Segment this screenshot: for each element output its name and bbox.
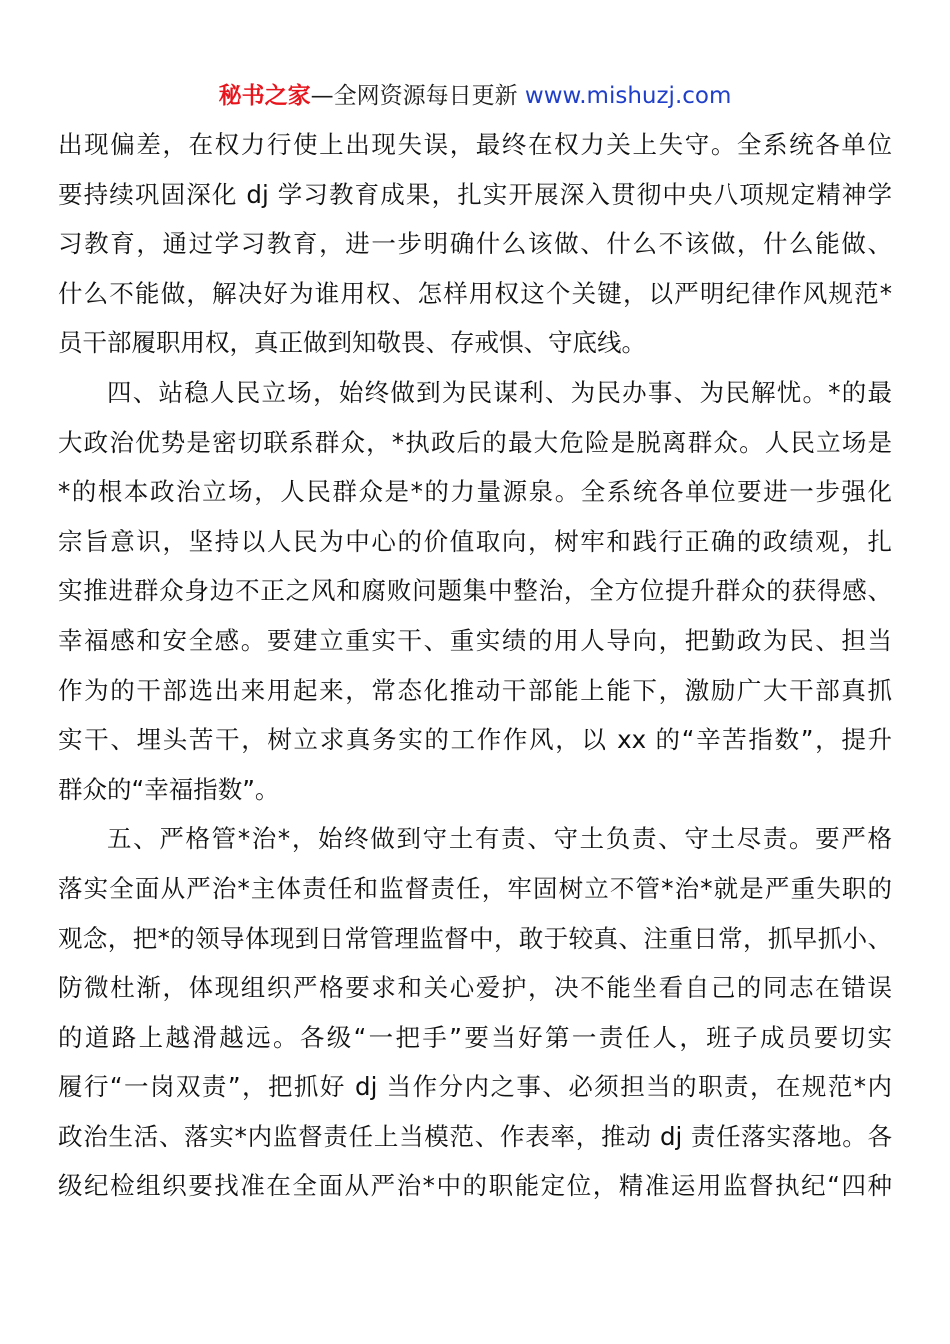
site-tagline: —全网资源每日更新 (310, 83, 518, 109)
text-line: 习教育，通过学习教育，进一步明确什么该做、什么不该做，什么能做、 (58, 229, 892, 259)
text-line: 实推进群众身边不正之风和腐败问题集中整治，全方位提升群众的获得感、 (58, 576, 892, 606)
text-line: 防微杜渐，体现组织严格要求和关心爱护，决不能坐看自己的同志在错误 (58, 973, 892, 1003)
text-line: 落实全面从严治*主体责任和监督责任，牢固树立不管*治*就是严重失职的 (58, 873, 892, 903)
text-line: 政治生活、落实*内监督责任上当模范、作表率，推动 dj 责任落实落地。各 (58, 1121, 892, 1151)
text-line: 出现偏差，在权力行使上出现失误，最终在权力关上失守。全系统各单位 (58, 130, 892, 159)
text-line: 履行“一岗双责”，把抓好 dj 当作分内之事、必须担当的职责，在规范*内 (58, 1072, 892, 1102)
site-brand: 秘书之家 (218, 83, 311, 109)
site-header (0, 80, 950, 112)
paragraph-heading-line: 四、站稳人民立场，始终做到为民谋利、为民办事、为民解忧。*的最 (107, 377, 892, 407)
text-line: 级纪检组织要找准在全面从严治*中的职能定位，精准运用监督执纪“四种 (58, 1171, 892, 1201)
text-line: *的根本政治立场，人民群众是*的力量源泉。全系统各单位要进一步强化 (58, 477, 892, 507)
text-line: 要持续巩固深化 dj 学习教育成果，扎实开展深入贯彻中央八项规定精神学 (58, 179, 892, 209)
text-line: 作为的干部选出来用起来，常态化推动干部能上能下，激励广大干部真抓 (58, 675, 892, 705)
text-line: 的道路上越滑越远。各级“一把手”要当好第一责任人，班子成员要切实 (58, 1022, 892, 1052)
text-line: 员干部履职用权，真正做到知敬畏、存戒惧、守底线。 (58, 328, 646, 358)
text-line: 大政治优势是密切联系群众，*执政后的最大危险是脱离群众。人民立场是 (58, 427, 892, 457)
text-line: 什么不能做，解决好为谁用权、怎样用权这个关键，以严明纪律作风规范* (58, 278, 892, 308)
text-line: 幸福感和安全感。要建立重实干、重实绩的用人导向，把勤政为民、担当 (58, 625, 892, 655)
text-line: 群众的“幸福指数”。 (58, 774, 280, 804)
document-body (58, 120, 892, 1211)
text-line: 实干、埋头苦干，树立求真务实的工作作风，以 xx 的“辛苦指数”，提升 (58, 725, 892, 755)
site-url-link[interactable]: www.mishuzj.com (524, 83, 732, 109)
text-line: 宗旨意识，坚持以人民为中心的价值取向，树牢和践行正确的政绩观，扎 (58, 526, 892, 556)
paragraph-heading-line: 五、严格管*治*，始终做到守土有责、守土负责、守土尽责。要严格 (107, 824, 892, 854)
text-line: 观念，把*的领导体现到日常管理监督中，敢于较真、注重日常，抓早抓小、 (58, 923, 892, 953)
